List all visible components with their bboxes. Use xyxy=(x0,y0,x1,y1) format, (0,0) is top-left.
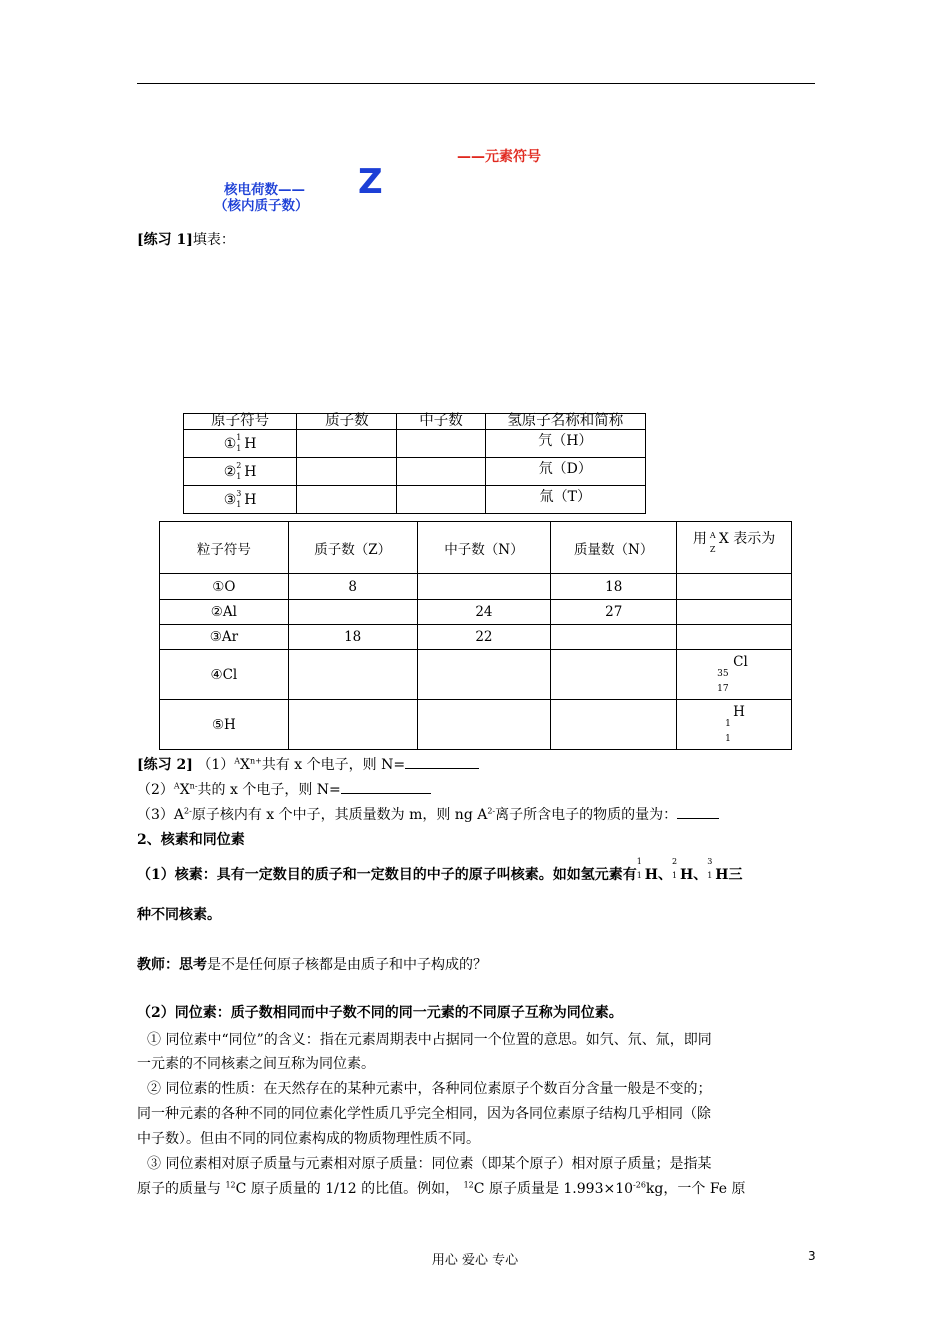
nuclide-text-end: 三 xyxy=(728,867,743,883)
z-cell[interactable]: 8 xyxy=(288,574,417,600)
isotope-notation xyxy=(707,857,715,882)
q3-prefix: （3）A xyxy=(137,807,185,823)
z-cell[interactable] xyxy=(288,600,417,625)
answer-blank[interactable] xyxy=(677,818,719,819)
a-cell[interactable] xyxy=(551,625,677,650)
text-part: kg，一个 Fe 原 xyxy=(645,1181,746,1197)
z-cell[interactable] xyxy=(288,650,417,700)
neutron-cell[interactable] xyxy=(397,430,485,458)
particle-symbol: ⑤H xyxy=(160,700,289,750)
table-header-row xyxy=(184,414,646,430)
text-part: C 原子质量的 1/12 的比值。例如， xyxy=(235,1181,464,1197)
exercise2-q1 xyxy=(137,754,479,774)
isotope-notation xyxy=(236,488,244,509)
isotope-notation xyxy=(725,712,733,744)
table-row xyxy=(184,430,646,458)
page-number: 3 xyxy=(808,1249,816,1263)
z-letter: Z xyxy=(358,162,383,202)
mass-number: 1 xyxy=(725,718,731,729)
q3-text: 原子核内有 x 个中子，其质量数为 m，则 ng A xyxy=(191,807,488,823)
n-cell[interactable] xyxy=(417,574,551,600)
q1-charge-sup: n+ xyxy=(250,756,262,766)
particle-symbol: ③Ar xyxy=(160,625,289,650)
relative-mass: ③ 同位素相对原子质量与元素相对原子质量：同位素（即某个原子）相对原子质量；是指某 xyxy=(147,1156,712,1172)
q1-symbol: X xyxy=(240,757,250,773)
notation-sub xyxy=(707,529,719,554)
row-mark: ① xyxy=(223,435,237,452)
mass-number: 35 xyxy=(717,668,729,679)
atom-symbol-cell xyxy=(184,430,297,458)
mass-number: 3 xyxy=(707,857,713,866)
a-cell[interactable] xyxy=(551,650,677,700)
q2-mass-sup: A xyxy=(173,781,180,791)
paragraph-line: 一元素的不同核素之间互称为同位素。 xyxy=(137,1056,375,1072)
notation-cell[interactable] xyxy=(677,574,792,600)
q3-charge-sup: 2- xyxy=(184,806,192,816)
q3-charge-sup2: 2- xyxy=(487,806,496,816)
row-mark: ② xyxy=(223,463,237,480)
q2-charge-sup: n- xyxy=(189,781,198,791)
isotope-notation xyxy=(236,432,244,453)
table-row xyxy=(160,650,792,700)
atomic-number: 1 xyxy=(236,499,242,509)
atomic-number: 1 xyxy=(725,733,731,744)
teacher-question: 是不是任何原子核都是由质子和中子构成的？ xyxy=(207,957,487,973)
text-part: C 原子质量是 1.993×10 xyxy=(473,1181,634,1197)
col-header: 原子符号 xyxy=(184,414,297,430)
exercise1-label: [练习 1] xyxy=(137,232,193,248)
atomic-number: 1 xyxy=(671,871,678,880)
table-header-row xyxy=(160,522,792,574)
notation-cell[interactable] xyxy=(677,650,792,700)
notation-cell[interactable] xyxy=(677,700,792,750)
nuclear-charge-label: 核电荷数—— xyxy=(224,182,305,198)
q2-prefix: （2） xyxy=(137,782,174,798)
table-row xyxy=(184,486,646,514)
n-cell[interactable] xyxy=(417,700,551,750)
isotope-notation xyxy=(671,857,680,882)
paragraph-line xyxy=(137,1153,711,1173)
n-cell[interactable]: 22 xyxy=(417,625,551,650)
element-symbol: H xyxy=(244,491,257,508)
answer-blank[interactable] xyxy=(405,768,479,769)
q1-mass-sup: A xyxy=(234,756,241,766)
exercise2-q2 xyxy=(137,779,431,799)
mass-number: 2 xyxy=(236,460,242,470)
q2-symbol: X xyxy=(179,782,190,798)
exercise2-q3 xyxy=(137,804,719,824)
atomic-number: 17 xyxy=(717,683,729,694)
particle-symbol: ①O xyxy=(160,574,289,600)
nuclear-protons-label: （核内质子数） xyxy=(214,198,309,214)
a-cell[interactable]: 27 xyxy=(551,600,677,625)
col-header: 质量数（N） xyxy=(551,522,677,574)
col-header: 中子数 xyxy=(397,414,485,430)
name-cell: 氕（H） xyxy=(485,430,645,458)
col-header: 氢原子名称和简称 xyxy=(485,414,645,430)
separator: 、 xyxy=(693,867,708,883)
notation-header: 用 A Z X 表示为 xyxy=(692,531,776,554)
atomic-number: 1 xyxy=(236,471,242,481)
hydrogen-isotope-table xyxy=(183,413,646,514)
exercise2-label: [练习 2] xyxy=(137,757,193,773)
teacher-prompt xyxy=(137,954,487,974)
isotope-notation xyxy=(636,857,645,882)
superscript: 12 xyxy=(463,1180,474,1190)
element-symbol: Cl xyxy=(733,653,748,670)
table-row xyxy=(160,700,792,750)
superscript: -26 xyxy=(633,1180,646,1190)
exercise1-line xyxy=(137,229,235,249)
col-header: 质子数 xyxy=(297,414,397,430)
atomic-number: 1 xyxy=(236,443,242,453)
element-symbol: H xyxy=(715,867,729,883)
name-cell: 氘（D） xyxy=(485,458,645,486)
particle-table xyxy=(159,521,792,750)
table-row xyxy=(160,600,792,625)
mass-number: 2 xyxy=(671,857,678,866)
page-footer: 用心 爱心 专心 xyxy=(431,1253,519,1268)
neutron-cell[interactable] xyxy=(397,458,485,486)
neutron-cell[interactable] xyxy=(397,486,485,514)
separator: 、 xyxy=(657,867,672,883)
q3-end: 离子所含电子的物质的量为： xyxy=(495,807,678,823)
z-cell[interactable]: 18 xyxy=(288,625,417,650)
name-cell: 氚（T） xyxy=(485,486,645,514)
n-cell[interactable] xyxy=(417,650,551,700)
isotope-notation xyxy=(717,662,733,694)
paragraph-line: 中子数）。但由不同的同位素构成的物质物理性质不同。 xyxy=(137,1131,480,1147)
table-row xyxy=(160,625,792,650)
element-symbol: H xyxy=(244,435,257,452)
element-symbol: H xyxy=(733,703,745,720)
z-cell[interactable] xyxy=(288,700,417,750)
isotope-meaning: ① 同位素中“同位”的含义：指在元素周期表中占据同一个位置的意思。如氕、氘、氚，即同 xyxy=(147,1032,712,1048)
isotope-notation xyxy=(236,460,244,481)
isotope-definition: （2）同位素：质子数相同而中子数不同的同一元素的不同原子互称为同位素。 xyxy=(137,1005,623,1021)
element-symbol: H xyxy=(679,867,694,883)
a-cell[interactable] xyxy=(551,700,677,750)
nuclide-text: （1）核素：具有一定数目的质子和一定数目的中子的原子叫核素。如如氢元素有 xyxy=(137,867,637,883)
q1-text: 共有 x 个电子，则 N= xyxy=(261,757,406,773)
table-row xyxy=(184,458,646,486)
atomic-number: 1 xyxy=(707,871,713,880)
text-part: 原子的质量与 xyxy=(137,1181,226,1197)
nuclide-definition-cont: 种不同核素。 xyxy=(137,907,221,923)
element-symbol: H xyxy=(244,463,257,480)
proton-cell[interactable] xyxy=(297,458,397,486)
table-row xyxy=(160,574,792,600)
notation-cell[interactable] xyxy=(677,600,792,625)
element-symbol: H xyxy=(644,867,658,883)
teacher-label: 教师：思考 xyxy=(137,957,207,973)
mass-number: 3 xyxy=(236,488,242,498)
atom-symbol-cell xyxy=(184,486,297,514)
particle-symbol: ②Al xyxy=(160,600,289,625)
section-heading: 2、核素和同位素 xyxy=(137,832,245,848)
particle-symbol: ④Cl xyxy=(160,650,289,700)
atomic-number: 1 xyxy=(636,871,642,880)
answer-blank[interactable] xyxy=(341,793,431,794)
notation-cell[interactable] xyxy=(677,625,792,650)
col-header: 质子数（Z） xyxy=(288,522,417,574)
mass-letter: A xyxy=(709,531,716,540)
proton-cell[interactable] xyxy=(297,486,397,514)
isotope-properties: ② 同位素的性质：在天然存在的某种元素中，各种同位素原子个数百分含量一般是不变的； xyxy=(147,1081,712,1097)
q2-text: 共的 x 个电子，则 N= xyxy=(197,782,341,798)
atomic-letter: Z xyxy=(709,545,716,554)
element-symbol-label: ——元素符号 xyxy=(457,149,541,165)
exercise1-text: 填表： xyxy=(192,232,235,248)
paragraph-line xyxy=(137,1178,746,1198)
proton-cell[interactable] xyxy=(297,430,397,458)
row-mark: ③ xyxy=(223,491,237,508)
paragraph-line xyxy=(137,1029,712,1049)
n-cell[interactable]: 24 xyxy=(417,600,551,625)
col-header-notation xyxy=(677,522,792,574)
col-header: 粒子符号 xyxy=(160,522,289,574)
superscript: 12 xyxy=(225,1180,236,1190)
paragraph-line xyxy=(137,1078,711,1098)
mass-number: 1 xyxy=(236,432,242,442)
atom-symbol-cell xyxy=(184,458,297,486)
col-header: 中子数（N） xyxy=(417,522,551,574)
a-cell[interactable]: 18 xyxy=(551,574,677,600)
paragraph-line: 同一种元素的各种不同的同位素化学性质几乎完全相同，因为各同位素原子结构几乎相同（除 xyxy=(137,1106,711,1122)
q1-prefix: （1） xyxy=(197,757,235,773)
mass-number: 1 xyxy=(636,857,642,866)
nuclide-definition xyxy=(137,857,743,884)
header-rule xyxy=(137,83,815,84)
